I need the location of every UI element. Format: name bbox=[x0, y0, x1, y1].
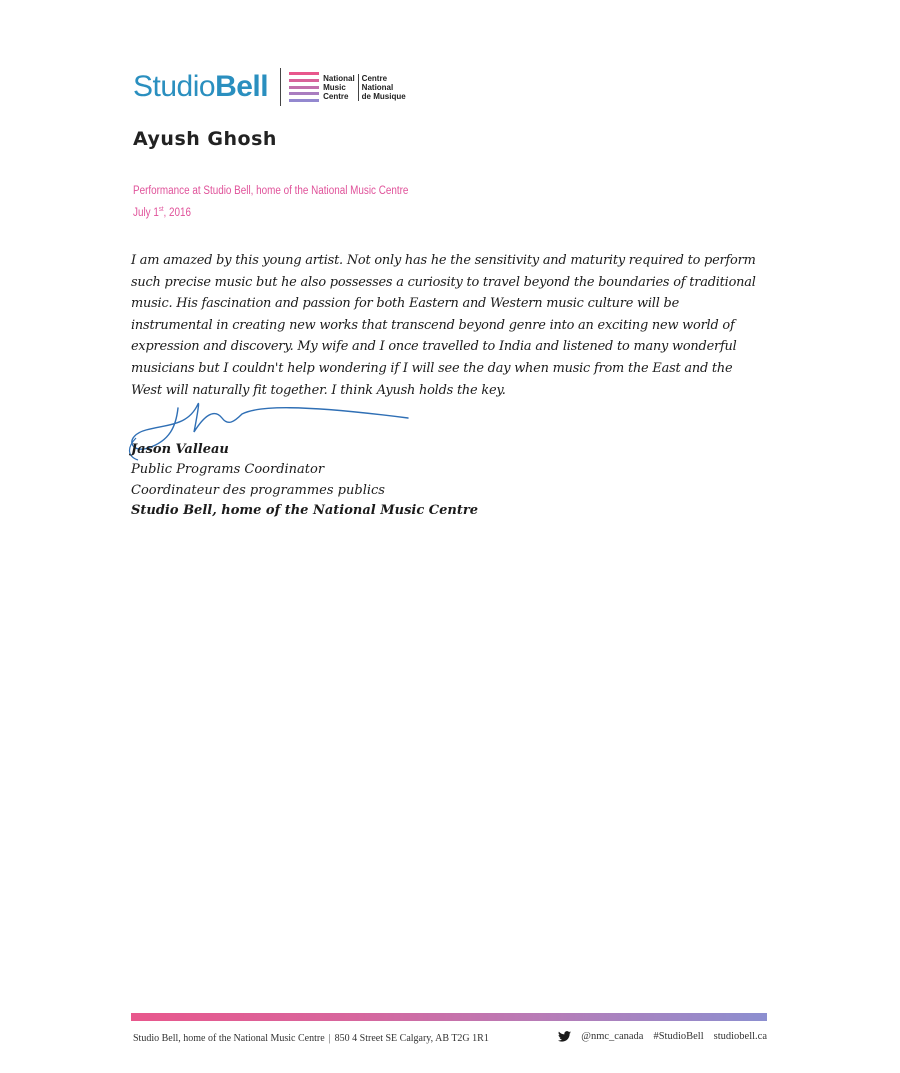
signatory-org: Studio Bell, home of the National Music Centre bbox=[131, 503, 478, 518]
event-date: July 1st, 2016 bbox=[133, 206, 192, 219]
logo-text-en: National Music Centre bbox=[323, 73, 355, 101]
footer-gradient-bar bbox=[131, 1013, 767, 1021]
logo-text-fr: Centre National de Musique bbox=[358, 74, 406, 101]
twitter-handle[interactable]: @nmc_canada bbox=[581, 1031, 644, 1042]
twitter-icon bbox=[558, 1031, 571, 1042]
logo-divider bbox=[280, 68, 281, 106]
signatory-name: Jason Valleau bbox=[131, 442, 229, 457]
letter-body: I am amazed by this young artist. Not only has he the sensitivity and maturity required to perform such precise music but he also possesses a curiosity to travel beyond the boundaries of traditional music. His fascination and passion for both Eastern and Western music culture will be instrumental in creating new works that transcend beyond genre into an exciting new world of expression and discovery. My wife and I once travelled to India and listened to many wonderful musicians but I couldn't help wondering if I will see the day when music from the East and the West will naturally fit together. I think Ayush holds the key. bbox=[131, 253, 756, 398]
website-link[interactable]: studiobell.ca bbox=[713, 1031, 767, 1042]
signatory-role-en: Public Programs Coordinator bbox=[131, 462, 325, 477]
footer-address: Studio Bell, home of the National Music Centre | 850 4 Street SE Calgary, AB T2G 1R1 bbox=[133, 1033, 489, 1044]
footer-social bbox=[558, 1031, 767, 1042]
event-title: Performance at Studio Bell, home of the National Music Centre bbox=[133, 185, 409, 197]
signatory-role-fr: Coordinateur des programmes publics bbox=[131, 483, 385, 498]
hashtag: #StudioBell bbox=[653, 1031, 704, 1042]
recipient-name: Ayush Ghosh bbox=[133, 128, 277, 150]
logo-wordmark: StudioBell bbox=[133, 70, 269, 103]
studio-bell-logo bbox=[133, 66, 406, 108]
logo-bars-icon bbox=[289, 72, 319, 102]
